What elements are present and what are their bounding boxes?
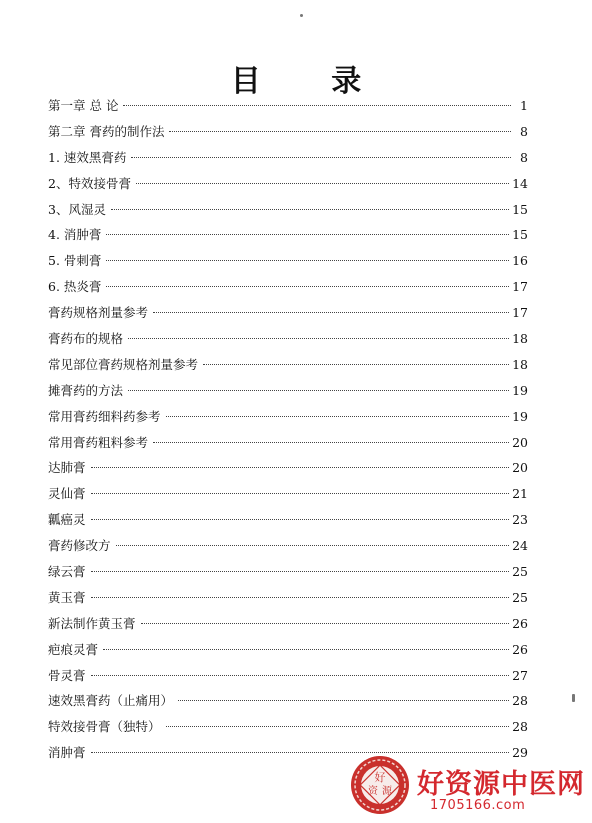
toc-entry-page-number: 15 [512,227,528,243]
toc-entry [48,378,528,404]
toc-entry [48,559,528,585]
toc-entry-title: 膏药修改方 [48,538,111,554]
toc-entry [48,171,528,197]
toc-entry [48,430,528,456]
toc-entry-page-number: 19 [512,408,528,424]
toc-dot-leader [116,545,510,546]
toc-dot-leader [91,675,510,676]
toc-dot-leader [166,416,510,417]
toc-entry [48,248,528,274]
toc-entry-page-number: 29 [512,745,528,761]
toc-entry-title: 速效黑膏药（止痛用） [48,693,174,709]
toc-entry-page-number: 1 [520,98,528,113]
toc-entry [48,663,528,689]
toc-entry-title: 3、风湿灵 [48,201,106,217]
toc-entry-title: 瓤癌灵 [48,512,86,528]
toc-entry-page-number: 16 [512,253,528,269]
toc-entry-page-number: 8 [520,123,528,139]
toc-dot-leader [141,623,510,624]
toc-entry-title: 常用膏药细料药参考 [48,408,161,424]
toc-entry-title: 新法制作黄玉膏 [48,615,136,631]
toc-dot-leader [91,493,510,494]
watermark-site-name: 好资源中医网 [417,769,585,800]
toc-entry-page-number: 21 [512,486,528,502]
toc-dot-leader [178,700,509,701]
toc-entry [48,352,528,378]
toc-entry-title: 达肺膏 [48,460,86,476]
toc-dot-leader [91,597,510,598]
toc-entry-title: 1. 速效黑膏药 [48,149,127,165]
toc-dot-leader [131,157,511,158]
toc-entry-page-number: 19 [512,382,528,398]
toc-entry [48,481,528,507]
toc-entry-title: 第一章 总 论 [48,98,119,113]
toc-entry-title: 2、特效接骨膏 [48,175,131,191]
toc-entry-title: 特效接骨膏（独特） [48,719,161,735]
toc-entry-page-number: 26 [512,641,528,657]
toc-entry [48,533,528,559]
toc-dot-leader [123,105,511,106]
svg-text:好: 好 [374,771,386,784]
toc-dot-leader [91,467,510,468]
toc-entry-page-number: 25 [512,589,528,605]
toc-entry-title: 膏药布的规格 [48,331,124,347]
toc-entry-page-number: 17 [512,279,528,295]
toc-entry [48,145,528,171]
toc-entry-page-number: 28 [512,693,528,709]
watermark-url: 1705166.com [430,798,526,813]
toc-dot-leader [128,338,509,339]
scan-speck [572,694,575,702]
toc-entry [48,611,528,637]
toc-entry-page-number: 28 [512,719,528,735]
toc-entry-title: 6. 热炎膏 [48,279,102,295]
toc-entry-page-number: 24 [512,538,528,554]
toc-dot-leader [128,390,509,391]
toc-entry [48,507,528,533]
toc-entry-title: 黄玉膏 [48,589,86,605]
svg-text:资: 资 [368,786,378,797]
toc-entry-title: 疤痕灵膏 [48,641,99,657]
toc-dot-leader [106,286,509,287]
toc-dot-leader [166,726,510,727]
toc-entry-page-number: 17 [512,305,528,321]
toc-entry-title: 常用膏药粗料参考 [48,434,149,450]
toc-entry [48,326,528,352]
toc-entry-page-number: 18 [512,356,528,372]
toc-entry-page-number: 25 [512,564,528,580]
svg-text:源: 源 [382,786,392,797]
toc-dot-leader [136,183,509,184]
toc-entry-title: 5. 骨刺膏 [48,253,102,269]
toc-entry [48,637,528,663]
toc-entry-page-number: 14 [512,175,528,191]
toc-dot-leader [106,234,509,235]
toc-dot-leader [153,312,509,313]
toc-dot-leader [111,209,509,210]
toc-entry-title: 消肿膏 [48,745,86,761]
toc-entry-page-number: 26 [512,615,528,631]
toc-entry [48,455,528,481]
page-title: 目 录 [230,64,392,99]
toc-entry-title: 第二章 膏药的制作法 [48,123,165,139]
scan-speck [300,14,303,17]
toc-dot-leader [153,442,509,443]
toc-dot-leader [91,752,510,753]
toc-entry-page-number: 27 [512,667,528,683]
toc-entry-page-number: 15 [512,201,528,217]
toc-entry-title: 摊膏药的方法 [48,382,124,398]
toc-entry-page-number: 23 [512,512,528,528]
table-of-contents [48,93,528,766]
toc-entry [48,300,528,326]
toc-dot-leader [91,519,510,520]
toc-entry [48,714,528,740]
toc-entry [48,93,528,119]
toc-entry-title: 4. 消肿膏 [48,227,102,243]
toc-entry-title: 灵仙膏 [48,486,86,502]
toc-dot-leader [103,649,509,650]
toc-dot-leader [91,571,510,572]
toc-entry [48,197,528,223]
toc-entry [48,404,528,430]
seal-logo-icon [349,754,411,816]
toc-entry [48,119,528,145]
toc-entry [48,274,528,300]
toc-entry-title: 膏药规格剂量参考 [48,305,149,321]
toc-entry-page-number: 18 [512,331,528,347]
toc-dot-leader [203,364,509,365]
toc-entry [48,585,528,611]
toc-entry-title: 常见部位膏药规格剂量参考 [48,356,199,372]
toc-entry-title: 绿云膏 [48,564,86,580]
toc-entry [48,688,528,714]
toc-entry-page-number: 20 [512,434,528,450]
toc-entry [48,222,528,248]
toc-entry-title: 骨灵膏 [48,667,86,683]
toc-entry-page-number: 8 [520,149,528,165]
toc-entry-page-number: 20 [512,460,528,476]
toc-dot-leader [106,260,509,261]
toc-dot-leader [169,131,511,132]
